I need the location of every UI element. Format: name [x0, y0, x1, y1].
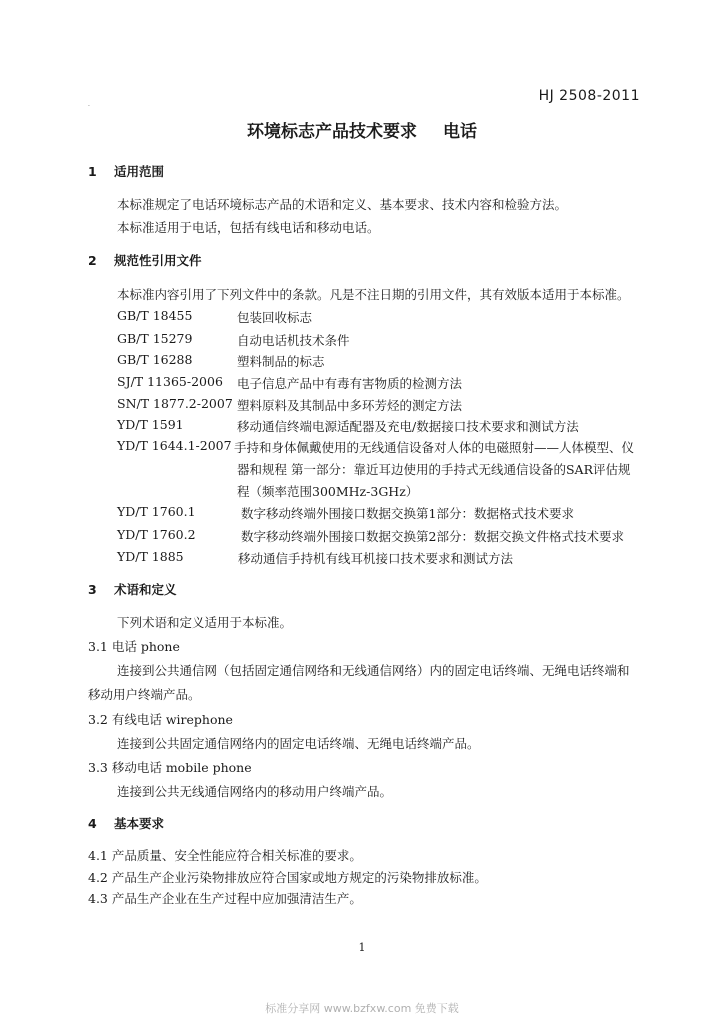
page-title [0, 117, 724, 142]
reference-title: 包装回收标志 [237, 310, 313, 325]
term-3-3-heading: 3.3 移动电话 mobile phone [88, 760, 252, 775]
section-3-intro: 下列术语和定义适用于本标准。 [117, 615, 293, 630]
reference-title-continued: 程（频率范围300MHz-3GHz） [237, 484, 419, 499]
reference-code: GB/T 16288 [117, 352, 193, 367]
reference-code: SJ/T 11365-2006 [117, 374, 223, 389]
stray-dot: . [88, 101, 90, 108]
page-number: 1 [358, 941, 366, 954]
term-3-1-heading: 3.1 电话 phone [88, 639, 180, 654]
standard-code: HJ 2508-2011 [538, 88, 640, 104]
section-4-heading [88, 814, 164, 832]
section-number: 4 [88, 816, 97, 831]
section-title: 术语和定义 [114, 582, 177, 597]
requirement-4-3: 4.3 产品生产企业在生产过程中应加强清洁生产。 [88, 891, 362, 906]
title-main: 环境标志产品技术要求 [247, 122, 417, 142]
reference-title: 塑料制品的标志 [237, 354, 325, 369]
section-3-heading [88, 580, 177, 598]
requirement-4-2: 4.2 产品生产企业污染物排放应符合国家或地方规定的污染物排放标准。 [88, 870, 487, 885]
reference-code: SN/T 1877.2-2007 [117, 396, 233, 411]
term-3-2-definition: 连接到公共固定通信网络内的固定电话终端、无绳电话终端产品。 [117, 736, 480, 751]
reference-title: 移动通信终端电源适配器及充电/数据接口技术要求和测试方法 [237, 419, 579, 434]
section-1-heading [88, 162, 164, 180]
reference-title: 移动通信手持机有线耳机接口技术要求和测试方法 [238, 551, 514, 566]
section-number: 3 [88, 582, 97, 597]
term-3-3-definition: 连接到公共无线通信网络内的移动用户终端产品。 [117, 784, 393, 799]
reference-title: 电子信息产品中有毒有害物质的检测方法 [237, 376, 463, 391]
requirement-4-1: 4.1 产品质量、安全性能应符合相关标准的要求。 [88, 848, 362, 863]
reference-code: YD/T 1591 [117, 417, 184, 432]
section-title: 适用范围 [114, 164, 165, 179]
section-1-paragraph-2: 本标准适用于电话，包括有线电话和移动电话。 [117, 220, 380, 235]
reference-code: YD/T 1885 [117, 549, 184, 564]
section-2-intro: 本标准内容引用了下列文件中的条款。凡是不注日期的引用文件，其有效版本适用于本标准。 [117, 287, 630, 302]
section-2-heading [88, 251, 202, 269]
section-title: 基本要求 [114, 816, 165, 831]
section-number: 1 [88, 164, 97, 179]
section-number: 2 [88, 253, 97, 268]
title-sub: 电话 [443, 122, 477, 142]
footer-watermark: 标准分享网 www.bzfxw.com 免费下载 [265, 1002, 459, 1015]
section-title: 规范性引用文件 [114, 253, 202, 268]
reference-code: YD/T 1760.2 [117, 527, 196, 542]
term-3-1-definition: 连接到公共通信网（包括固定通信网络和无线通信网络）内的固定电话终端、无绳电话终端和 [117, 663, 630, 678]
reference-code: GB/T 15279 [117, 331, 193, 346]
reference-title: 塑料原料及其制品中多环芳烃的测定方法 [237, 398, 463, 413]
reference-code: GB/T 18455 [117, 308, 193, 323]
section-1-paragraph-1: 本标准规定了电话环境标志产品的术语和定义、基本要求、技术内容和检验方法。 [117, 197, 568, 212]
reference-title: 数字移动终端外围接口数据交换第2部分：数据交换文件格式技术要求 [241, 529, 624, 544]
reference-code: YD/T 1644.1-2007 [117, 438, 232, 453]
reference-title: 自动电话机技术条件 [237, 333, 350, 348]
reference-title-continued: 器和规程 第一部分：靠近耳边使用的手持式无线通信设备的SAR评估规 [237, 462, 631, 477]
term-3-2-heading: 3.2 有线电话 wirephone [88, 712, 233, 727]
term-3-1-definition-continued: 移动用户终端产品。 [88, 687, 201, 702]
reference-title: 手持和身体佩戴使用的无线通信设备对人体的电磁照射——人体模型、仪 [234, 440, 635, 455]
reference-title: 数字移动终端外围接口数据交换第1部分：数据格式技术要求 [241, 506, 574, 521]
reference-code: YD/T 1760.1 [117, 504, 196, 519]
